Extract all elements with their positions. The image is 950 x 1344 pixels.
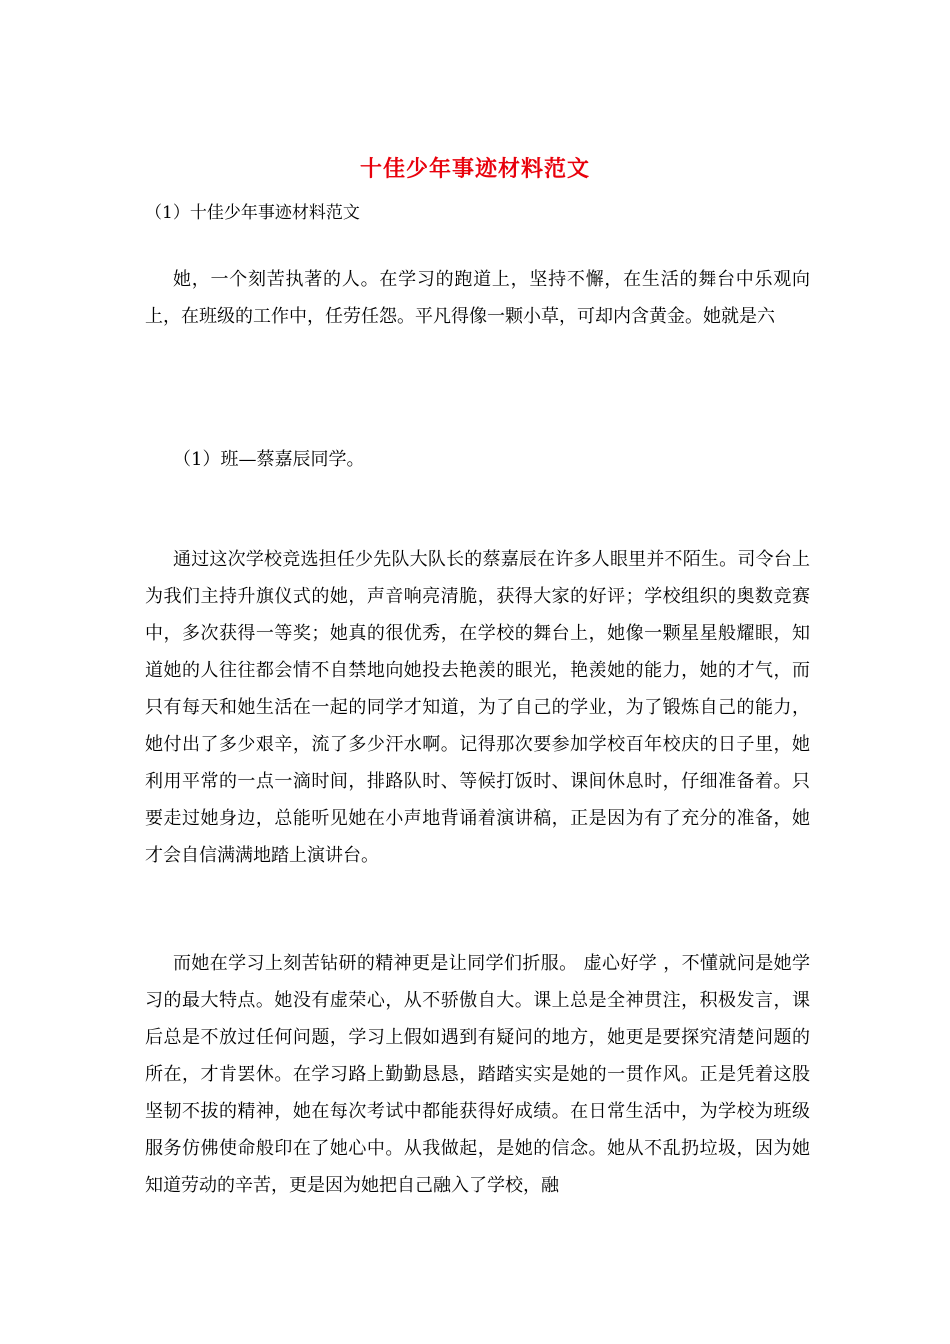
paragraph-achievements: 通过这次学校竞选担任少先队大队长的蔡嘉辰在许多人眼里并不陌生。司令台上为我们主持升旗仪式的她，声音响亮清脆，获得大家的好评；学校组织的奥数竞赛中，多次获得一等奖；她真的很优秀，在学校的舞台上，她像一颗星星般耀眼，知道她的人往往都会情不自禁地向她投去艳羡的眼光，艳羡她的能力，她的才气，而只有每天和她生活在一起的同学才知道，为了自己的学业，为了锻炼自己的能力，她付出了多少艰辛，流了多少汗水啊。记得那次要参加学校百年校庆的日子里，她利用平常的一点一滴时间，排路队时、等候打饭时、课间休息时，仔细准备着。只要走过她身边，总能听见她在小声地背诵着演讲稿，正是因为有了充分的准备，她才会自信满满地踏上演讲台。: [145, 549, 810, 866]
document-subtitle: （1）十佳少年事迹材料范文: [145, 203, 360, 223]
document-title: 十佳少年事迹材料范文: [359, 156, 590, 182]
paragraph-intro: 她，一个刻苦执著的人。在学习的跑道上，坚持不懈，在生活的舞台中乐观向上，在班级的工作中，任劳任怨。平凡得像一颗小草，可却内含黄金。她就是六: [145, 269, 810, 327]
paragraph-class-name: （1）班—蔡嘉辰同学。: [173, 449, 365, 470]
paragraph-study-spirit: 而她在学习上刻苦钻研的精神更是让同学们折服。 虚心好学 ，不懂就问是她学习的最大特点。她没有虚荣心，从不骄傲自大。课上总是全神贯注，积极发言，课后总是不放过任何问题，学习上假如遇到有疑问的地方，她更是要探究清楚问题的所在，才肯罢休。在学习路上勤勤恳恳，踏踏实实是她的一贯作风。正是凭着这股坚韧不拔的精神，她在每次考试中都能获得好成绩。在日常生活中，为学校为班级服务仿佛使命般印在了她心中。从我做起，是她的信念。她从不乱扔垃圾，因为她知道劳动的辛苦，更是因为她把自己融入了学校，融: [145, 953, 810, 1196]
